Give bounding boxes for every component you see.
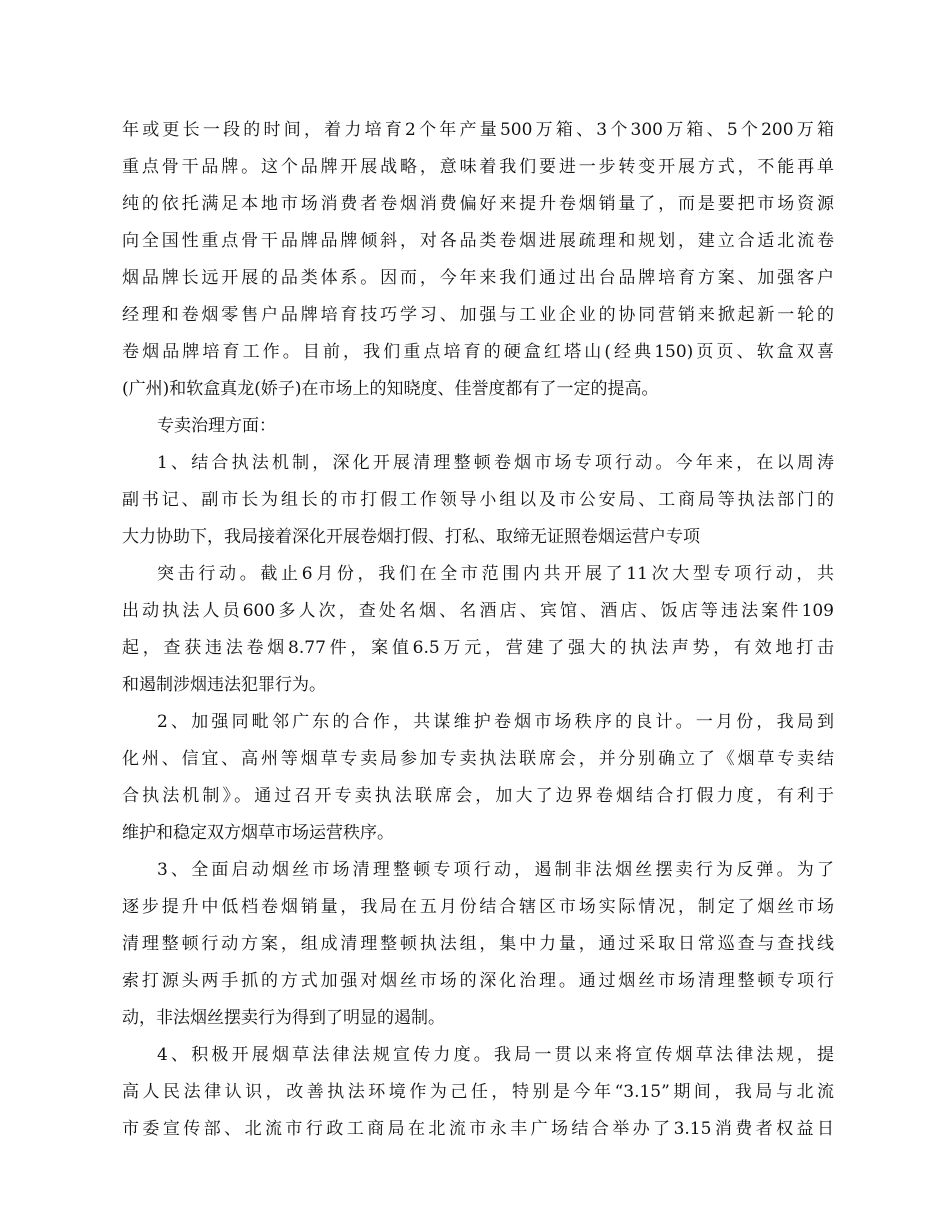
text-line: 和遏制涉烟违法犯罪行为。	[122, 675, 326, 695]
text-line: 出动执法人员600多人次，查处名烟、名酒店、宾馆、酒店、饭店等违法案件109	[122, 601, 834, 621]
text-line: 2、加强同毗邻广东的合作，共谋维护卷烟市场秩序的良计。一月份，我局到	[157, 712, 834, 732]
text-line: 烟品牌长远开展的品类体系。因而，今年来我们通过出台品牌培育方案、加强客户	[122, 268, 834, 288]
text-line: 逐步提升中低档卷烟销量，我局在五月份结合辖区市场实际情况，制定了烟丝市场	[122, 897, 834, 917]
text-line: 突击行动。截止6月份，我们在全市范围内共开展了11次大型专项行动，共	[157, 564, 834, 584]
text-line: 年或更长一段的时间，着力培育2个年产量500万箱、3个300万箱、5个200万箱	[122, 120, 834, 140]
text-line: 纯的依托满足本地市场消费者卷烟消费偏好来提升卷烟销量了，而是要把市场资源	[122, 194, 834, 214]
text-line: 向全国性重点骨干品牌品牌倾斜，对各品类卷烟进展疏理和规划，建立合适北流卷	[122, 231, 834, 251]
text-line: 清理整顿行动方案，组成清理整顿执法组，集中力量，通过采取日常巡查与查找线	[122, 934, 834, 954]
text-line: 4、积极开展烟草法律法规宣传力度。我局一贯以来将宣传烟草法律法规，提	[157, 1045, 834, 1065]
text-line: 索打源头两手抓的方式加强对烟丝市场的深化治理。通过烟丝市场清理整顿专项行	[122, 971, 834, 991]
text-line: 合执法机制》。通过召开专卖执法联席会，加大了边界卷烟结合打假力度，有利于	[122, 786, 834, 806]
text-line: 3、全面启动烟丝市场清理整顿专项行动，遏制非法烟丝摆卖行为反弹。为了	[157, 860, 834, 880]
text-line: 大力协助下，我局接着深化开展卷烟打假、打私、取缔无证照卷烟运营户专项	[122, 527, 700, 547]
text-line: 经理和卷烟零售户品牌培育技巧学习、加强与工业企业的协同营销来掀起新一轮的	[122, 305, 834, 325]
text-line: 起，查获违法卷烟8.77件，案值6.5万元，营建了强大的执法声势，有效地打击	[122, 638, 834, 658]
text-line: 高人民法律认识，改善执法环境作为己任，特别是今年“3.15”期间，我局与北流	[122, 1082, 834, 1102]
text-line: 化州、信宜、高州等烟草专卖局参加专卖执法联席会，并分别确立了《烟草专卖结	[122, 749, 834, 769]
text-line: 市委宣传部、北流市行政工商局在北流市永丰广场结合举办了3.15消费者权益日	[122, 1119, 834, 1139]
text-line: 维护和稳定双方烟草市场运营秩序。	[122, 823, 394, 843]
text-line: 专卖治理方面：	[157, 416, 276, 436]
text-line: 1、结合执法机制，深化开展清理整顿卷烟市场专项行动。今年来，在以周涛	[157, 453, 834, 473]
document-body	[122, 112, 834, 1148]
text-line: 动，非法烟丝摆卖行为得到了明显的遏制。	[122, 1008, 445, 1028]
text-line: 重点骨干品牌。这个品牌开展战略，意味着我们要进一步转变开展方式，不能再单	[122, 157, 834, 177]
text-line: 副书记、副市长为组长的市打假工作领导小组以及市公安局、工商局等执法部门的	[122, 490, 834, 510]
text-line: 卷烟品牌培育工作。目前，我们重点培育的硬盒红塔山(经典150)页页、软盒双喜	[122, 342, 834, 362]
text-line: (广州)和软盒真龙(娇子)在市场上的知晓度、佳誉度都有了一定的提高。	[122, 379, 659, 399]
